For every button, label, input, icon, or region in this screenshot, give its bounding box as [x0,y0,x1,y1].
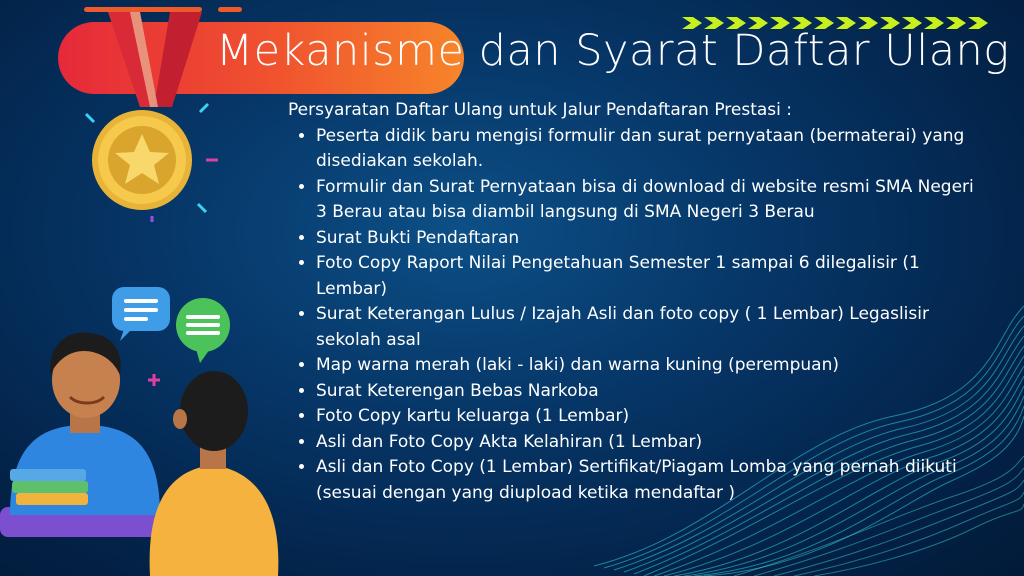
list-item: • Map warna merah (laki - laki) dan warna kuning (perempuan) [316,353,988,379]
people-illustration [0,285,285,576]
list-item: • Peserta didik baru mengisi formulir dan surat pernyataan (bermaterai) yang disediakan sekolah. [316,124,988,175]
list-item: • Foto Copy Raport Nilai Pengetahuan Semester 1 sampai 6 dilegalisir (1 Lembar) [316,251,988,302]
medal-icon [80,12,230,222]
list-item: • Formulir dan Surat Pernyataan bisa di download di website resmi SMA Negeri 3 Berau atau bisa diambil langsung di SMA Negeri 3 Berau [316,175,988,226]
list-item: • Asli dan Foto Copy Akta Kelahiran (1 Lembar) [316,430,988,456]
chat-bubble-icon [176,298,230,363]
requirements-section [288,98,988,506]
page-title: Mekanisme dan Syarat Daftar Ulang [216,26,1010,76]
requirements-intro: Persyaratan Daftar Ulang untuk Jalur Pendaftaran Prestasi : [288,100,792,120]
requirements-list [288,124,988,507]
list-item: • Surat Keterengan Bebas Narkoba [316,379,988,405]
chat-bubble-icon [112,287,170,341]
list-item: • Foto Copy kartu keluarga (1 Lembar) [316,404,988,430]
list-item: • Asli dan Foto Copy (1 Lembar) Sertifikat/Piagam Lomba yang pernah diikuti (sesuai dengan yang diupload ketika mendaftar ) [316,455,988,506]
list-item: • Surat Bukti Pendaftaran [316,226,988,252]
list-item: • Surat Keterangan Lulus / Izajah Asli dan foto copy ( 1 Lembar) Legaslisir sekolah asal [316,302,988,353]
